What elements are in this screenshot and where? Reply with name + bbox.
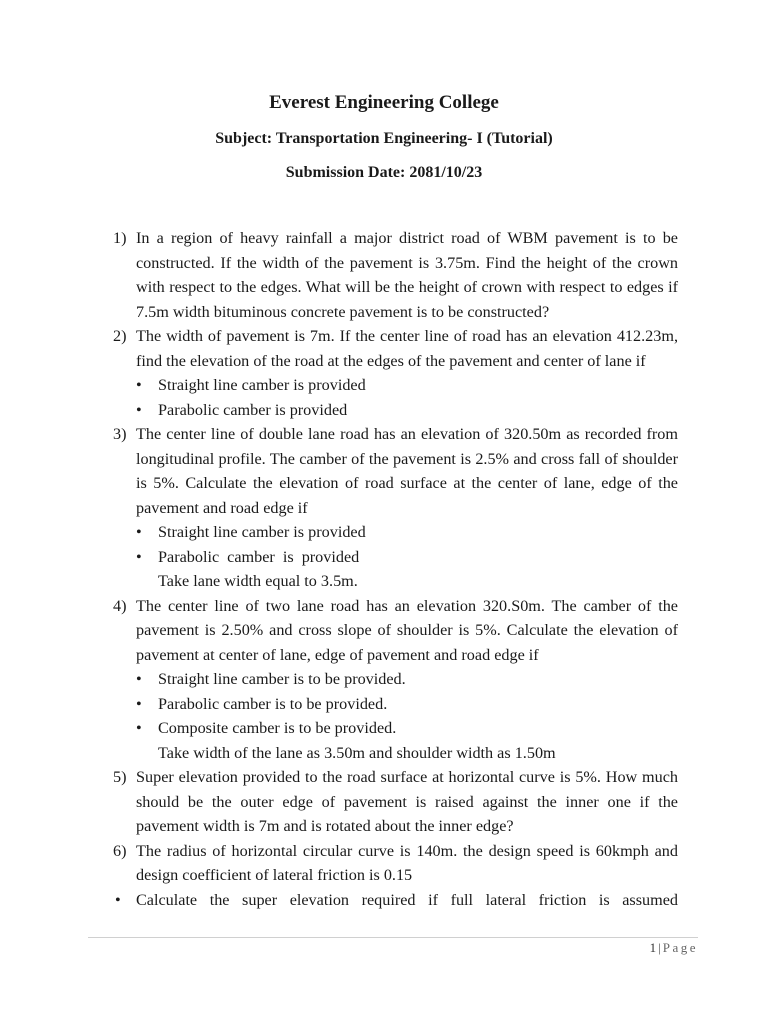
footer-divider [88, 937, 698, 938]
list-item: • Straight line camber is provided [113, 520, 678, 545]
question-number: 3) [113, 425, 127, 443]
question-text: The center line of two lane road has an elevation 320.S0m. The camber of the pavement is 2.50% and cross slope of shoulder is 5%. Calculate the elevation of pavement at center of lane, edge of pavement and road edge if [136, 596, 678, 664]
question-4-options [113, 667, 678, 741]
question-text: The radius of horizontal circular curve is 140m. the design speed is 60kmph and design coefficient of lateral friction is 0.15 [136, 841, 678, 884]
question-4-note: Take width of the lane as 3.50m and shoulder width as 1.50m [158, 743, 556, 762]
submission-date: Submission Date: 2081/10/23 [285, 164, 483, 181]
page-label: Page [662, 940, 698, 955]
question-3-note: Take lane width equal to 3.5m. [158, 572, 358, 590]
question-number: 2) [113, 327, 127, 345]
question-1 [113, 226, 678, 324]
question-number: 6) [113, 841, 127, 860]
page-footer [650, 940, 698, 956]
question-3-options [113, 520, 678, 569]
subject-line: Subject: Transportation Engineering- I (Tutorial) [215, 130, 553, 147]
list-item: • Parabolic camber is provided [113, 398, 678, 423]
question-2-options [113, 373, 678, 422]
page-number: 1 [649, 940, 657, 955]
question-list [113, 226, 678, 912]
question-number: 4) [113, 596, 127, 615]
question-3 [113, 422, 678, 520]
question-4 [113, 594, 678, 668]
college-title: Everest Engineering College [269, 92, 499, 113]
question-6-options [113, 888, 678, 913]
question-5 [113, 765, 678, 839]
list-item: • Calculate the super elevation required if full lateral friction is assumed [113, 888, 678, 913]
question-number: 5) [113, 768, 127, 786]
question-text: The center line of double lane road has an elevation of 320.50m as recorded from longitudinal profile. The camber of the pavement is 2.5% and cross fall of shoulder is 5%. Calculate the elevation of road surface at the center of lane, edge of the pavement and road edge if [136, 425, 678, 517]
question-text: In a region of heavy rainfall a major district road of WBM pavement is to be constructed. If the width of the pavement is 3.75m. Find the height of the crown with respect to the edges. What will be the height of crown with respect to edges if 7.5m width bituminous concrete pavement is to be constructed? [136, 229, 678, 321]
question-2 [113, 324, 678, 373]
footer-separator: | [658, 940, 661, 955]
list-item: • Straight line camber is provided [113, 373, 678, 398]
question-number: 1) [113, 229, 127, 247]
question-text: The width of pavement is 7m. If the center line of road has an elevation 412.23m, find the elevation of the road at the edges of the pavement and center of lane if [136, 327, 678, 370]
list-item: • Composite camber is to be provided. [113, 716, 678, 741]
question-6 [113, 839, 678, 888]
list-item: • Parabolic camber is provided [113, 545, 678, 570]
question-text: Super elevation provided to the road surface at horizontal curve is 5%. How much should be the outer edge of pavement is raised against the inner one if the pavement width is 7m and is rotated about the inner edge? [136, 768, 678, 835]
list-item: • Straight line camber is to be provided. [113, 667, 678, 692]
list-item: • Parabolic camber is to be provided. [113, 692, 678, 717]
